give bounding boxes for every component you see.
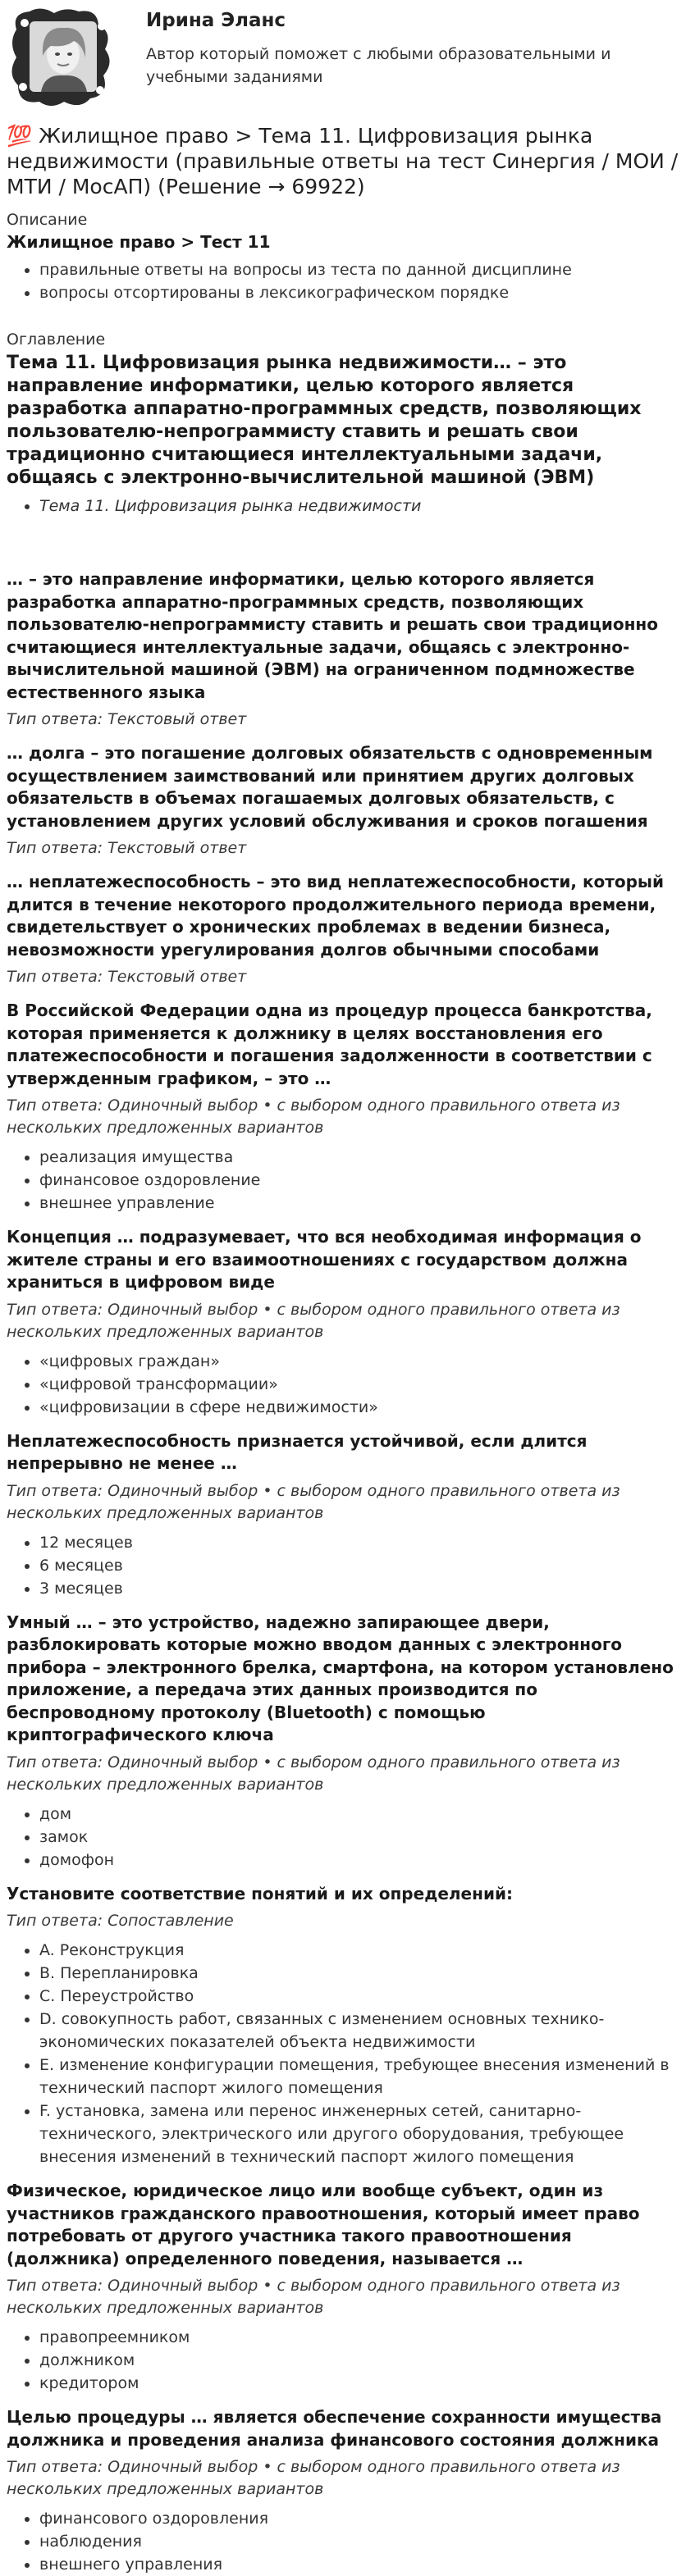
- author-header: [7, 0, 688, 112]
- answer-type: Тип ответа: Одиночный выбор • с выбором одного правильного ответа из нескольких предложенных вариантов: [7, 2277, 620, 2317]
- answer-option: • 3 месяцев: [39, 1577, 688, 1600]
- avatar-film-frame-image: [8, 5, 118, 110]
- answer-option: • «цифровых граждан»: [39, 1350, 688, 1373]
- answer-type: Тип ответа: Одиночный выбор • с выбором одного правильного ответа из нескольких предложенных вариантов: [7, 2458, 620, 2498]
- answer-options: [7, 1350, 688, 1419]
- answer-type: Тип ответа: Текстовый ответ: [7, 968, 247, 986]
- answer-option: • «цифровизации в сфере недвижимости»: [39, 1396, 688, 1419]
- answer-option: • домофон: [39, 1849, 688, 1872]
- answer-option: • дом: [39, 1803, 688, 1826]
- question: [7, 1430, 688, 1600]
- answer-option: • F. установка, замена или перенос инженерных сетей, санитарно-технического, электрического или другого оборудования, требующее внесения изменений в технический паспорт жилого помещения: [39, 2100, 688, 2168]
- question-text: Физическое, юридическое лицо или вообще субъект, один из участников гражданского правоотношения, который имеет право потребовать от другого участника такого правоотношения (должника) определенного поведения, называется …: [7, 2181, 640, 2268]
- toc-heading: Тема 11. Цифровизация рынка недвижимости… – это направление информатики, целью которого является разработка аппаратно-программных средств, позволяющих пользователю-непрограммисту ставить и решать свои традиционно считающиеся интеллектуальными задачи, общаясь с электронно-вычислительной машиной (ЭВМ): [7, 353, 642, 488]
- answer-type: Тип ответа: Одиночный выбор • с выбором одного правильного ответа из нескольких предложенных вариантов: [7, 1481, 620, 1522]
- answer-option: • правопреемником: [39, 2326, 688, 2349]
- answer-option: • D. совокупность работ, связанных с изменением основных технико-экономических показателей объекта недвижимости: [39, 2008, 688, 2054]
- description-label: Описание: [7, 211, 88, 229]
- question-text: … – это направление информатики, целью которого является разработка аппаратно-программных средств, позволяющих пользователю-непрограммисту ставить и решать свои традиционно считающиеся интеллектуальные задачи, общаясь с электронно-вычислительной машиной (ЭВМ) на ограниченном подмножестве естественного языка: [7, 569, 658, 702]
- answer-type: Тип ответа: Одиночный выбор • с выбором одного правильного ответа из нескольких предложенных вариантов: [7, 1753, 620, 1794]
- answer-option: • A. Реконструкция: [39, 1939, 688, 1962]
- question: [7, 2406, 688, 2576]
- answer-type: Тип ответа: Текстовый ответ: [7, 839, 247, 857]
- answer-option: • C. Переустройство: [39, 1985, 688, 2008]
- description-list: [7, 258, 688, 304]
- question-text: В Российской Федерации одна из процедур процесса банкротства, которая применяется к должнику в целях восстановления его платежеспособности и погашения задолженности в соответствии с утвержденным графиком, – это …: [7, 1001, 652, 1088]
- question: [7, 871, 688, 988]
- question-text: … долга – это погашение долговых обязательств с одновременным осуществлением заимствований или принятием других долговых обязательств в объемах погашаемых долговых обязательств, с установлением других условий обслуживания и сроков погашения: [7, 743, 653, 831]
- answer-option: • внешнего управления: [39, 2553, 688, 2576]
- toc-label: Оглавление: [7, 331, 106, 349]
- answer-option: • финансовое оздоровление: [39, 1169, 688, 1192]
- toc-list: [7, 495, 688, 517]
- answer-option: • внешнее управление: [39, 1192, 688, 1215]
- answer-option: • «цифровой трансформации»: [39, 1373, 688, 1396]
- question-text: Целью процедуры … является обеспечение сохранности имущества должника и проведения анализа финансового состояния должника: [7, 2407, 662, 2450]
- answer-options: [7, 1531, 688, 1600]
- answer-type: Тип ответа: Одиночный выбор • с выбором одного правильного ответа из нескольких предложенных вариантов: [7, 1097, 620, 1137]
- answer-option: • E. изменение конфигурации помещения, требующее внесения изменений в технический паспорт жилого помещения: [39, 2054, 688, 2100]
- author-info: [146, 5, 655, 89]
- spacer: [7, 517, 688, 568]
- question: [7, 568, 688, 731]
- answer-option: • кредитором: [39, 2372, 688, 2395]
- answer-option: • наблюдения: [39, 2530, 688, 2553]
- question-text: Концепция … подразумевает, что вся необходимая информация о жителе страны и его взаимоотношениях с государством должна храниться в цифровом виде: [7, 1227, 642, 1292]
- question-text: … неплатежеспособность – это вид неплатежеспособности, который длится в течение некоторого продолжительного периода времени, свидетельствует о хронических проблемах в ведении бизнеса, невозможности урегулирования долгов обычными способами: [7, 872, 665, 960]
- document-title: 💯 Жилищное право > Тема 11. Цифровизация рынка недвижимости (правильные ответы на тест Синергия / МОИ / МТИ / МосАП) (Решение → 69922): [7, 124, 679, 198]
- question-text: Неплатежеспособность признается устойчивой, если длится непрерывно не менее …: [7, 1430, 588, 1473]
- question-text: Установите соответствие понятий и их определений:: [7, 1883, 513, 1904]
- question: [7, 1000, 688, 1215]
- answer-option: • реализация имущества: [39, 1146, 688, 1169]
- author-name[interactable]: Ирина Эланс: [146, 10, 286, 31]
- answer-options: [7, 2326, 688, 2395]
- toc-section: [7, 329, 688, 517]
- answer-options: [7, 1803, 688, 1872]
- answer-type: Тип ответа: Сопоставление: [7, 1912, 234, 1930]
- answer-option: • финансового оздоровления: [39, 2507, 688, 2530]
- answer-type: Тип ответа: Одиночный выбор • с выбором одного правильного ответа из нескольких предложенных вариантов: [7, 1300, 620, 1341]
- question: [7, 1226, 688, 1419]
- answer-option: • замок: [39, 1826, 688, 1849]
- answer-option: • B. Перепланировка: [39, 1962, 688, 1985]
- question-text: Умный … – это устройство, надежно запирающее двери, разблокировать которые можно вводом данных с электронного прибора – электронного брелка, смартфона, на котором установлено приложение, а передача этих данных производится по беспроводному протоколу (Bluetooth) с помощью криптографического ключа: [7, 1612, 674, 1744]
- answer-options: [7, 1146, 688, 1215]
- answer-option: • 12 месяцев: [39, 1531, 688, 1554]
- question: [7, 1612, 688, 1872]
- answer-options: [7, 1939, 688, 2168]
- description-section: [7, 209, 688, 304]
- answer-option: • 6 месяцев: [39, 1554, 688, 1577]
- description-item: • вопросы отсортированы в лексикографическом порядке: [39, 281, 688, 304]
- description-subject: Жилищное право > Тест 11: [7, 232, 271, 252]
- question: [7, 1883, 688, 2169]
- answer-type: Тип ответа: Текстовый ответ: [7, 710, 247, 728]
- questions-list: [7, 568, 688, 2576]
- answer-options: [7, 2507, 688, 2576]
- description-item: • правильные ответы на вопросы из теста по данной дисциплине: [39, 258, 688, 281]
- avatar[interactable]: [8, 5, 118, 110]
- question: [7, 742, 688, 859]
- author-description: Автор который поможет с любыми образовательными и учебными заданиями: [146, 45, 611, 86]
- toc-item[interactable]: • Тема 11. Цифровизация рынка недвижимости: [39, 495, 688, 517]
- answer-option: • должником: [39, 2349, 688, 2372]
- question: [7, 2180, 688, 2395]
